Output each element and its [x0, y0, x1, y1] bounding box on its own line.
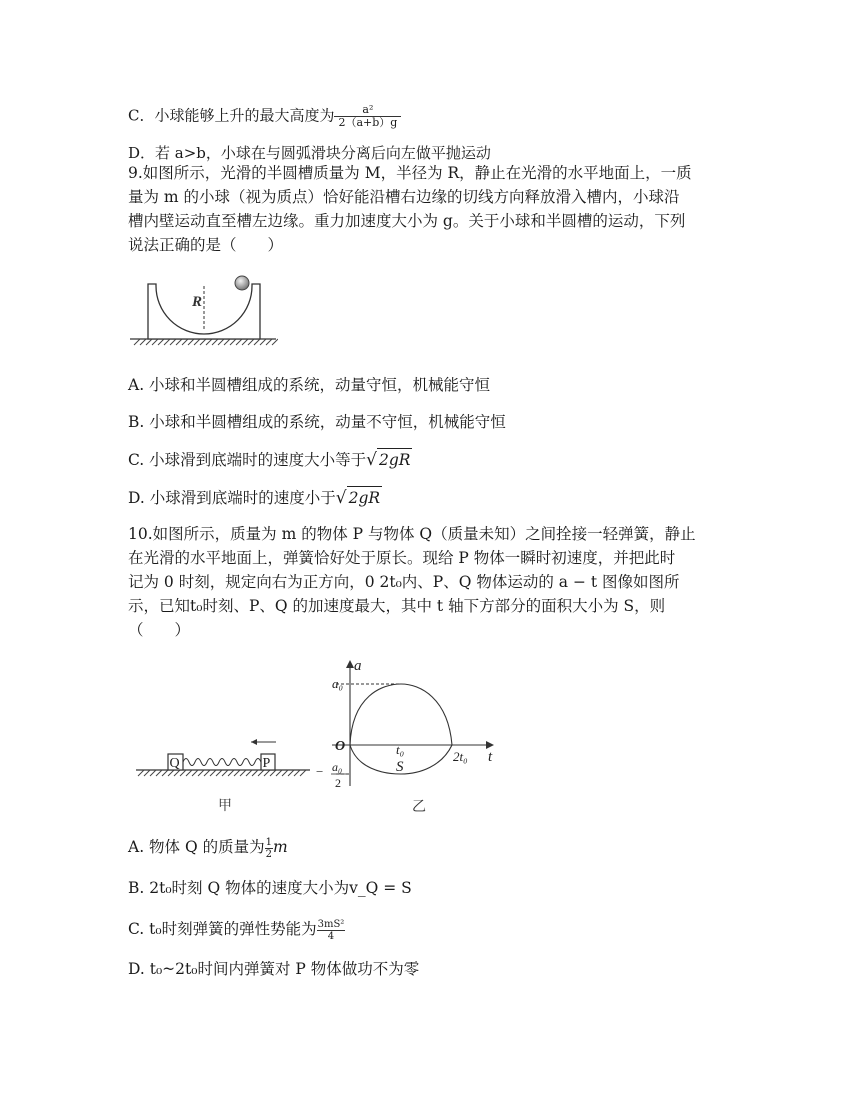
fraction-numerator: 1 [265, 836, 272, 848]
q10-option-a-fraction [265, 837, 273, 860]
q9-option-d-text: D. 小球滑到底端时的速度小于 [128, 489, 336, 507]
q10-option-d: D. t₀~2t₀时间内弹簧对 P 物体做功不为零 [128, 960, 420, 978]
figure-yi-caption: 乙 [412, 800, 426, 815]
q10-option-c-text: C. t₀时刻弹簧的弹性势能为 [128, 920, 317, 938]
t0-label: t₀ [396, 742, 405, 757]
block-q-label: Q [169, 756, 180, 771]
q8-option-c-fraction [334, 104, 401, 129]
sqrt-icon: √ [335, 488, 347, 508]
fraction-denominator: 2（a+b）g [338, 116, 398, 130]
figure-jia-caption: 甲 [218, 799, 232, 814]
q10-line-1: 10.如图所示，质量为 m 的物体 P 与物体 Q（质量未知）之间拴接一轻弹簧，静止 [128, 525, 696, 543]
block-p-label: P [262, 756, 271, 771]
q9-option-d [128, 486, 382, 509]
q9-option-c-text: C. 小球滑到底端时的速度大小等于 [128, 451, 367, 469]
mass-symbol: m [272, 838, 288, 856]
q10-line-2: 在光滑的水平地面上，弹簧恰好处于原长。现给 P 物体一瞬时初速度，并把此时 [128, 549, 676, 567]
fraction-denominator: 2 [265, 848, 272, 860]
q9-line-1: 9.如图所示，光滑的半圆槽质量为 M，半径为 R，静止在光滑的水平地面上，一质 [128, 164, 692, 182]
q9-option-c [128, 448, 412, 471]
axis-arrow-right-icon [486, 741, 494, 749]
q9-line-2: 量为 m 的小球（视为质点）恰好能沿槽右边缘的切线方向释放滑入槽内，小球沿 [128, 188, 680, 206]
q9-line-3: 槽内壁运动直至槽左边缘。重力加速度大小为 g。关于小球和半圆槽的运动，下列 [128, 212, 686, 230]
q10-line-4: 示，已知t₀时刻、P、Q 的加速度最大，其中 t 轴下方部分的面积大小为 S，则 [128, 597, 666, 615]
axis-a-label: a [354, 658, 362, 674]
area-s-label: S [396, 759, 404, 775]
q10-spring-figure [134, 732, 314, 814]
q10-option-b: B. 2t₀时刻 Q 物体的速度大小为v_Q = S [128, 879, 412, 897]
a0-label: a₀ [332, 676, 344, 691]
origin-label: O [335, 739, 346, 754]
q8-option-c-text: C．小球能够上升的最大高度为 [128, 106, 335, 125]
q10-line-3: 记为 0 时刻，规定向右为正方向，0 2t₀内、P、Q 物体运动的 a − t 图像如图所 [128, 573, 680, 591]
neg-label-numerator: a₀ [332, 760, 343, 774]
fraction-numerator: a² [334, 104, 401, 117]
sqrt-expression: 2gR [377, 448, 412, 471]
q8-option-c [128, 104, 401, 129]
fraction-numerator: 3mS² [317, 918, 345, 930]
q10-option-a-text: A. 物体 Q 的质量为 [128, 838, 265, 856]
q9-option-a: A. 小球和半圆槽组成的系统，动量守恒，机械能守恒 [128, 376, 491, 394]
q9-halfpipe-figure [128, 270, 278, 352]
spring [183, 759, 261, 766]
2t0-label: 2t₀ [453, 749, 468, 764]
fraction-denominator: 4 [327, 930, 335, 942]
q9-line-4: 说法正确的是（ ） [128, 236, 284, 254]
sqrt-icon: √ [366, 450, 378, 470]
q9-option-b: B. 小球和半圆槽组成的系统，动量不守恒，机械能守恒 [128, 413, 506, 431]
axis-t-label: t [488, 749, 493, 765]
q10-option-c [128, 918, 345, 942]
q10-line-5: （ ） [128, 621, 191, 639]
neg-label-denominator: 2 [335, 776, 341, 790]
ball [235, 276, 249, 290]
q10-at-graph [312, 656, 512, 816]
sqrt-expression: 2gR [347, 486, 382, 509]
q10-option-a [128, 836, 288, 860]
q8-option-d: D．若 a>b，小球在与圆弧滑块分离后向左做平抛运动 [128, 144, 491, 162]
arrow-left-icon [251, 739, 257, 745]
q10-option-c-fraction [317, 919, 346, 942]
radius-label: R [192, 294, 203, 310]
axis-arrow-up-icon [346, 660, 354, 668]
minus-sign: − [316, 764, 324, 779]
